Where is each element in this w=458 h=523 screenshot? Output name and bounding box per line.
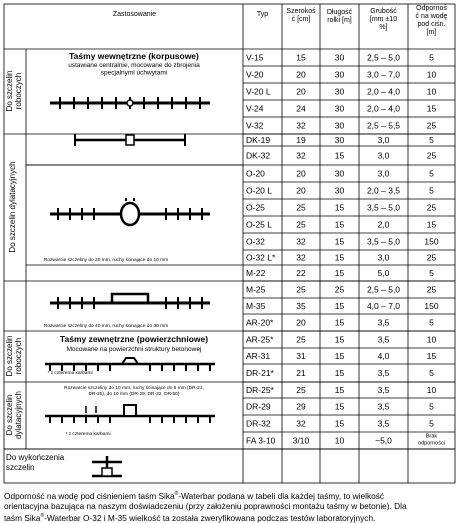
row-typ: O-25 L (246, 219, 272, 230)
row-dlugosc: 15 (334, 334, 345, 345)
row-szerokosc: 19 (296, 135, 306, 145)
header-grubosc: [mm ±10 (369, 16, 398, 23)
group-label-robocze: Do szczelin (5, 70, 14, 112)
row-dlugosc: 15 (334, 351, 345, 361)
header-zastosowanie: Zastosowanie (112, 11, 157, 18)
table-texts (5, 5, 448, 472)
row-grubosc: 2,0 – 4,0 (366, 103, 401, 114)
row-dlugosc: 15 (334, 385, 345, 395)
panel-title-wewnetrzne: Taśmy wewnętrzne (korpusowe) (69, 51, 199, 61)
row-odpornosc: 150 (424, 301, 439, 311)
row-grubosc: 2,0 (377, 219, 390, 230)
row-grubosc: 3,5 (377, 368, 390, 378)
row-odpornosc: 15 (426, 351, 437, 361)
footnote-text-3b: -Waterbar O-32 i M-35 wielkość ta została zweryfikowana podczas testów laboratoryjnych. (44, 512, 376, 523)
row-grubosc: 3,0 (377, 150, 390, 161)
row-odpornosc: Brak (425, 433, 438, 440)
row-typ: V-24 (246, 103, 264, 114)
row-odpornosc: 10 (426, 385, 437, 395)
row-typ: O-32 L* (246, 252, 276, 263)
row-dlugosc: 30 (334, 120, 345, 131)
row-szerokosc: 31 (296, 351, 306, 361)
row-grubosc: 4,0 (377, 351, 390, 361)
row-dlugosc: 15 (334, 236, 345, 247)
profile-o-bulb (121, 203, 139, 225)
row-dlugosc: 30 (334, 86, 345, 97)
row-typ: DR-29 (246, 401, 271, 412)
panel-sub-zewnetrzne: Mocowane na powierzchni struktury betonowej (66, 346, 202, 353)
row-szerokosc: 35 (296, 301, 306, 311)
row-grubosc: 3,0 (377, 252, 390, 263)
row-odpornosc: 5 (429, 418, 434, 429)
row-dlugosc: 15 (334, 418, 345, 429)
row-odpornosc: 5 (429, 168, 434, 179)
row-szerokosc: 20 (296, 185, 306, 196)
group-label-robocze-2: roboczych (14, 337, 23, 375)
row-dlugosc: 15 (334, 252, 345, 263)
header-odpornosc: Odpornoś (416, 5, 447, 12)
profile-drawings (45, 97, 215, 476)
row-dlugosc: 15 (334, 219, 345, 230)
row-szerokosc: 20 (296, 86, 306, 97)
row-odpornosc: 25 (426, 120, 437, 131)
row-odpornosc: 10 (426, 86, 437, 97)
row-odpornosc: 10 (426, 334, 437, 345)
row-grubosc: 3,5 (377, 401, 390, 412)
panel-note-o: Rozwarcie szczeliny do 20 mm, ruchy ścinające do 10 mm (43, 258, 169, 263)
row-typ: DR-25* (246, 385, 274, 395)
row-odpornosc: odporności (418, 440, 445, 447)
row-odpornosc: 150 (424, 236, 439, 247)
row-grubosc: 2,5 – 5,0 (366, 284, 401, 295)
profile-v-bulb (127, 100, 133, 106)
row-dlugosc: 15 (334, 301, 345, 311)
panel-title-zewnetrzne: Taśmy zewnętrzne (powierzchniowe) (59, 334, 209, 344)
group-label-dylatacyjne: Do szczelin dylatacyjnych (8, 161, 17, 253)
row-typ: DR-21* (246, 368, 274, 378)
row-dlugosc: 30 (334, 69, 345, 80)
profile-dk-center (126, 135, 134, 145)
row-szerokosc: 3/10 (292, 435, 310, 446)
row-odpornosc: 10 (426, 69, 437, 80)
row-dlugosc: 30 (334, 185, 345, 196)
header-typ: Typ (256, 11, 269, 18)
panel-note-ar: * z czterema karbami (47, 371, 93, 376)
row-odpornosc: 25 (426, 202, 437, 213)
row-grubosc: 3,5 (377, 317, 390, 328)
row-typ: O-32 (246, 236, 265, 247)
header-dlugosc: Długość (326, 9, 353, 16)
row-dlugosc: 30 (334, 103, 345, 114)
row-typ: AR-31 (246, 351, 271, 361)
row-typ: DK-32 (246, 150, 271, 161)
row-odpornosc: 5 (429, 135, 434, 145)
header-grubosc: Grubość (370, 8, 397, 15)
header-odpornosc: [m] (426, 29, 437, 36)
row-dlugosc: 15 (334, 317, 345, 328)
row-odpornosc: 5 (429, 368, 434, 378)
footnote-text-3a: taśm Sika (4, 512, 41, 523)
row-grubosc: 3,5 (377, 418, 390, 429)
row-typ: DR-32 (246, 418, 271, 429)
header-dlugosc: rolki [m] (327, 17, 352, 24)
row-typ: O-20 L (246, 185, 272, 196)
row-szerokosc: 32 (296, 418, 306, 429)
row-dlugosc: 15 (334, 268, 345, 278)
row-typ: V-15 (246, 52, 264, 63)
row-odpornosc: 15 (426, 219, 437, 230)
row-grubosc: 2,0 – 4,0 (366, 86, 401, 97)
panel-note-dr-2: * z czterema karbami (65, 432, 111, 437)
row-grubosc: 3,5 (377, 385, 390, 395)
profile-dr-center (124, 405, 136, 416)
footnote-text-1a: Odporność na wodę pod ciśnieniem taśm Sika (4, 490, 175, 501)
row-odpornosc: 5 (429, 268, 434, 278)
row-grubosc: 3,0 (377, 135, 390, 145)
row-dlugosc: 15 (334, 368, 345, 378)
row-dlugosc: 10 (334, 435, 345, 446)
group-label-wykonczenia: szczelin (6, 463, 35, 472)
row-szerokosc: 20 (296, 317, 306, 328)
row-dlugosc: 15 (334, 150, 345, 161)
row-dlugosc: 30 (334, 52, 345, 63)
row-typ: V-20 (246, 69, 264, 80)
row-typ: V-20 L (246, 86, 271, 97)
header-odpornosc: pod ciśn. (417, 21, 446, 28)
row-szerokosc: 32 (296, 252, 306, 263)
panel-note-dr: DR-25), do 10 mm (DR-29, DR-32, DR-50) (88, 392, 180, 397)
row-szerokosc: 24 (296, 103, 306, 114)
row-odpornosc: 5 (429, 401, 434, 412)
row-odpornosc: 25 (426, 150, 437, 161)
row-typ: M-22 (246, 268, 266, 278)
row-typ: DK-19 (246, 135, 271, 145)
row-grubosc: 2,5 – 5,0 (366, 52, 401, 63)
row-grubosc: 3,5 – 5,0 (366, 202, 401, 213)
panel-sub-wewnetrzne: ustawiane centralnie, mocowane do zbrojenia (68, 62, 200, 69)
group-label-robocze: roboczych (14, 72, 23, 110)
row-dlugosc: 15 (334, 202, 345, 213)
row-grubosc: ~5,0 (375, 435, 392, 446)
header-szerokosc: ć [cm] (291, 16, 311, 23)
row-odpornosc: 5 (429, 185, 434, 196)
row-dlugosc: 30 (334, 135, 345, 145)
row-dlugosc: 30 (334, 168, 345, 179)
row-typ: AR-25* (246, 334, 274, 345)
row-typ: M-35 (246, 301, 266, 311)
row-typ: O-20 (246, 168, 265, 179)
header-szerokosc: Szerokoś (286, 8, 316, 15)
group-label-robocze-2: Do szczelin (5, 335, 14, 377)
profile-fa-box (102, 468, 112, 476)
row-odpornosc: 5 (429, 52, 434, 63)
row-grubosc: 3,5 – 5,0 (366, 236, 401, 247)
row-odpornosc: 25 (426, 252, 437, 263)
row-szerokosc: 25 (296, 219, 306, 230)
row-szerokosc: 32 (296, 120, 306, 131)
group-label-dylatacyjne-2: dylatacyjnych (14, 390, 23, 440)
row-grubosc: 3,0 (377, 168, 390, 179)
row-typ: V-32 (246, 120, 264, 131)
row-szerokosc: 29 (296, 401, 306, 412)
row-grubosc: 5,0 (377, 268, 390, 278)
group-label-dylatacyjne-2: Do szczelin (5, 394, 14, 436)
panel-sub-wewnetrzne: specjalnymi uchwytami (100, 69, 168, 77)
footnote-text-2: orientacyjna bazująca na naszym doświadczeniu (przy założeniu poprawności montażu taśmy w betonie). Dla (4, 500, 407, 511)
header-odpornosc: ć na wodę (415, 13, 448, 20)
row-szerokosc: 20 (296, 168, 306, 179)
row-szerokosc: 32 (296, 236, 306, 247)
row-szerokosc: 25 (296, 202, 306, 213)
header-grubosc: %] (379, 24, 388, 31)
row-szerokosc: 32 (296, 150, 306, 161)
row-odpornosc: 25 (426, 284, 437, 295)
footnote-text-1b: -Waterbar podana w tabeli dla każdej taśmy, to wielkość (178, 490, 384, 501)
row-dlugosc: 15 (334, 401, 345, 412)
row-szerokosc: 22 (296, 268, 306, 278)
row-szerokosc: 25 (296, 385, 306, 395)
row-szerokosc: 21 (296, 368, 306, 378)
row-typ: M-25 (246, 284, 266, 295)
panel-note-dr: Rozwarcie szczeliny do 10 mm, ruchy ścinające do 5 mm (DR-21, (64, 386, 204, 391)
row-szerokosc: 15 (296, 52, 306, 63)
row-grubosc: 3,0 – 7,0 (366, 69, 401, 80)
row-grubosc: 4,0 – 7,0 (366, 301, 401, 311)
row-typ: O-25 (246, 202, 265, 213)
row-grubosc: 2,0 – 3,5 (366, 185, 401, 196)
row-szerokosc: 25 (296, 334, 306, 345)
row-grubosc: 2,5 – 5,5 (366, 120, 401, 131)
panel-note-m: Rozwarcie szczeliny do 40 mm, ruchy ścinające do 30 mm (43, 324, 169, 329)
row-szerokosc: 25 (296, 284, 306, 295)
row-dlugosc: 25 (334, 284, 345, 295)
group-label-wykonczenia: Do wykończenia (6, 453, 65, 462)
row-typ: FA 3-10 (246, 435, 276, 446)
footnote (4, 489, 456, 523)
row-odpornosc: 15 (426, 103, 437, 114)
footnote-reg-1: ® (174, 491, 179, 497)
row-grubosc: 3,5 (377, 334, 390, 345)
row-odpornosc: 5 (429, 317, 434, 328)
row-typ: AR-20* (246, 317, 274, 328)
row-szerokosc: 20 (296, 69, 306, 80)
footnote-reg-2: ® (40, 512, 45, 519)
